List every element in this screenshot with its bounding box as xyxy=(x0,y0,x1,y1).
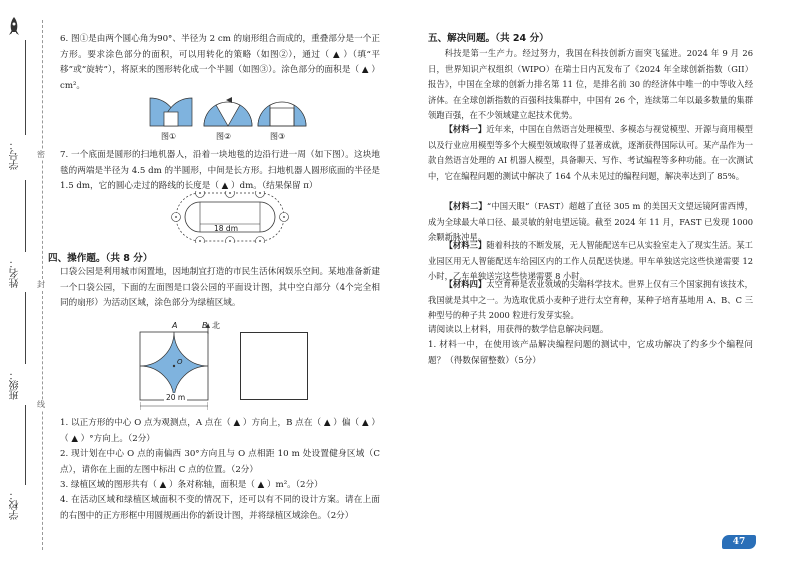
question-7: 7. 一个底面是圆形的扫地机器人，沿着一块地毯的边沿行进一周（如下图）。这块地毯的两端是半径为 4.5 dm 的半圆形，中间是长方形。扫地机器人圆形底面的半径是 1.5 dm，它的圆心走过的路线的长度是（ ▲ ）dm。（结果保留 π） xyxy=(60,150,380,191)
park-width-label: 20 m xyxy=(166,393,186,402)
operation-2: 2. 现计划在中心 O 点的南偏西 30°方向且与 O 点相距 10 m 处设置健身区域（C 点），请你在上面的左图中标出 C 点的位置。（2分） xyxy=(60,449,380,475)
figure-3 xyxy=(258,102,306,126)
operation-1: 1. 以正方形的中心 O 点为观测点，A 点在（ ▲ ）方向上，B 点在（ ▲ ）偏（ ▲ ）（ ▲ ）°方向上。（2分） xyxy=(60,418,380,444)
material-1-text: 近年来，中国在自然语言处理模型、多模态与视觉模型、开源与商用模型以及行业应用模型等多个大模型领域取得了显著成就，逐渐获得国际认可。某产品作为一款自然语言处理的 AI 机器人模型，具备聊天、写作、考试编程等多种功能。在一次测试中，它在编程问题的测试中解决了 164 个从未见过的编程问题，解决率达到了 85%。 xyxy=(428,124,753,181)
name-line xyxy=(25,180,26,252)
operation-4: 4. 在活动区域和绿植区域面积不变的情况下，还可以有不同的设计方案。请在上面的右图中的正方形框中用圆规画出你的新设计图，并将绿植区域涂色。（2分） xyxy=(60,495,380,521)
student-id-line xyxy=(25,40,26,135)
point-a-label: A xyxy=(172,321,178,330)
school-label: 学校： xyxy=(10,490,21,520)
material-3-tag: 【材料三】 xyxy=(444,240,487,250)
name-label: 姓名： xyxy=(10,258,21,288)
park-width-dimension xyxy=(140,402,208,410)
cut-mark-xian: 线 xyxy=(37,400,45,409)
binding-margin xyxy=(0,0,52,566)
section-4-intro: 口袋公园是利用城市闲置地，因地制宜打造的市民生活休闲娱乐空间。某地准备新建一个口袋公园，下面的左面图是口袋公园的平面设计图，其中空白部分（4个完全相同的扇形）为活动区域，涂色部分为绿植区域。 xyxy=(60,267,380,308)
point-o-label: O xyxy=(177,358,183,366)
material-4-tag: 【材料四】 xyxy=(444,279,487,289)
cut-mark-mi: 密 xyxy=(37,150,45,159)
section-4-title: 四、操作题。（共 8 分） xyxy=(48,253,153,264)
material-1 xyxy=(428,122,753,184)
q6-figures xyxy=(140,94,310,130)
section-5-intro: 科技是第一生产力。经过努力，我国在科技创新方面突飞猛进。2024 年 9 月 26 日，世界知识产权组织（WIPO）在瑞士日内瓦发布了《2024 年全球创新指数（GII）报告》，中国在全球的创新力排名第 11 位，是排名前 30 的经济体中唯一的中等收入经济体。在全球创新指数的百强科技集群中，中国有 26 个，连续第二年以最多数量的集群领跑百强，在不少领域建立起技术优势。 xyxy=(428,48,753,120)
north-label: 北 xyxy=(212,321,220,330)
point-b-label: B xyxy=(202,321,208,330)
fig3-caption: 图③ xyxy=(270,132,286,141)
material-3-text: 随着科技的不断发展，无人智能配送车已从实验室走入了现实生活。某工业园区用无人智能配送车给园区内的工作人员配送快递。甲车单独送完这些快递需要 12 小时，乙车单独送完这些快递需要 8 小时。 xyxy=(428,240,753,281)
student-id-label: 学号： xyxy=(10,140,21,170)
page-number: 47 xyxy=(732,537,746,547)
question-6: 6. 图①是由两个圆心角为90°、半径为 2 cm 的扇形组合而成的，重叠部分是一个正方形。要求涂色部分的面积，可以用转化的策略（如图②），通过（ ▲ ）（填“平移”或“旋转”），将原来的图形转化成一个半圆（如图③）。涂色部分的面积是（ ▲ ）cm²。 xyxy=(60,34,380,91)
section-5-title: 五、解决问题。（共 24 分） xyxy=(428,33,549,44)
carpet-diagram xyxy=(165,191,295,243)
page-number-badge xyxy=(722,535,756,549)
carpet-length-label: 18 dm xyxy=(214,224,238,233)
figure-2 xyxy=(204,97,252,126)
problem-1: 1. 材料一中，在使用该产品解决编程问题的测试中，它成功解决了约多少个编程问题？（得数保留整数）（5分） xyxy=(428,340,753,366)
figure-1 xyxy=(150,98,192,126)
material-1-tag: 【材料一】 xyxy=(444,124,487,134)
blank-design-square[interactable] xyxy=(240,332,308,400)
rocket-icon xyxy=(6,16,22,38)
operation-3: 3. 绿植区域的图形共有（ ▲ ）条对称轴，面积是（ ▲ ）m²。（2分） xyxy=(60,480,323,490)
material-4 xyxy=(428,277,753,324)
material-2-text: “中国天眼”（FAST）超越了直径 305 m 的美国天文望远镜阿雷西博，成为全球最大单口径、最灵敏的射电望远镜。截至 2024 年 11 月，FAST 已发现 1000 余颗新脉冲星。 xyxy=(428,201,753,242)
class-label: 班级： xyxy=(10,370,21,400)
fig1-caption: 图① xyxy=(161,132,177,141)
material-2-tag: 【材料二】 xyxy=(444,201,487,211)
cut-mark-feng: 封 xyxy=(37,280,45,289)
class-line xyxy=(25,292,26,364)
material-4-text: 太空育种是农业领域的尖端科学技术。世界上仅有三个国家拥有该技术，我国就是其中之一。为选取优质小麦种子进行太空育种，某种子培育基地用 A、B、C 三种型号的种子共 2000 粒进行发芽实验。 xyxy=(428,279,753,320)
instruction: 请阅读以上材料，用获得的数学信息解决问题。 xyxy=(428,325,609,335)
school-line xyxy=(25,405,26,485)
fig2-caption: 图② xyxy=(216,132,232,141)
